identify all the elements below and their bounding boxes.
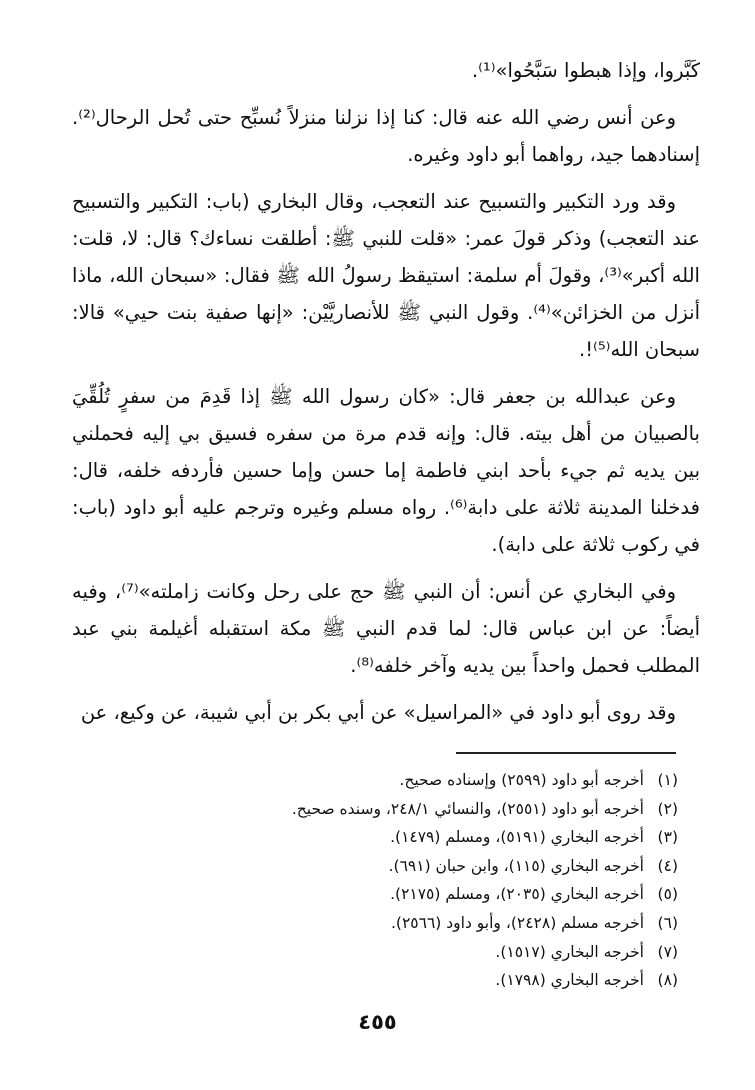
body-text [72, 52, 700, 741]
footnote [72, 766, 678, 795]
paragraph: وعن عبدالله بن جعفر قال: «كان رسول الله ﷺ إذا قَدِمَ من سفرٍ تُلُقِّيَ بالصبيان من أهل بيته. قال: وإنه قدم مرة من سفره فسيق بي إليه فحملني بين يديه ثم جيء بأحد ابني فاطمة إما حسن وإما حسين فأردفه خلفه، قال: فدخلنا المدينة ثلاثة على دابة⁽⁶⁾. رواه مسلم وغيره وترجم عليه أبو داود (باب: في ركوب ثلاثة على دابة). [72, 385, 700, 556]
footnote-number: (٤) [657, 856, 678, 875]
footnote [72, 966, 678, 995]
footnote-text: أخرجه البخاري (١١٥)، وابن حبان (٦٩١). [388, 856, 644, 875]
footnote-text: أخرجه البخاري (١٥١٧). [495, 942, 644, 961]
footnote-text: أخرجه أبو داود (٢٥٥١)، والنسائي ٢٤٨/١، وسنده صحيح. [291, 799, 644, 818]
footnote-number: (٦) [657, 913, 678, 932]
footnote-text: أخرجه البخاري (٥١٩١)، ومسلم (١٤٧٩). [390, 828, 644, 847]
footnote [72, 795, 678, 824]
footnote-number: (٢) [657, 799, 678, 818]
footnote-separator [456, 752, 676, 754]
footnote-text: أخرجه البخاري (٢٠٣٥)، ومسلم (٢١٧٥). [390, 885, 644, 904]
paragraph: وقد ورد التكبير والتسبيح عند التعجب، وقال البخاري (باب: التكبير والتسبيح عند التعجب) وذكر قولَ عمر: «قلت للنبي ﷺ: أطلقت نساءك؟ قال: لا، قلت: الله أكبر»⁽³⁾، وقولَ أم سلمة: استيقظ رسولُ الله ﷺ فقال: «سبحان الله، ماذا أنزل من الخزائن»⁽⁴⁾. وقول النبي ﷺ للأنصاريَّيْن: «إنها صفية بنت حيي» قالا: سبحان الله⁽⁵⁾!. [72, 190, 700, 361]
footnote-text: أخرجه البخاري (١٧٩٨). [495, 971, 644, 990]
footnote-number: (٧) [657, 942, 678, 961]
paragraph: كَبَّروا، وإذا هبطوا سَبَّحُوا»⁽¹⁾. [471, 59, 700, 82]
footnote-text: أخرجه مسلم (٢٤٢٨)، وأبو داود (٢٥٦٦). [390, 913, 644, 932]
footnote-number: (٥) [657, 885, 678, 904]
page-number: ٤٥٥ [358, 1010, 397, 1034]
footnote [72, 909, 678, 938]
footnotes [72, 766, 678, 995]
footnote [72, 852, 678, 881]
footnote [72, 880, 678, 909]
paragraph: وفي البخاري عن أنس: أن النبي ﷺ حج على رحل وكانت زاملته»⁽⁷⁾، وفيه أيضاً: عن ابن عباس قال: لما قدم النبي ﷺ مكة استقبله أغيلمة بني عبد المطلب فحمل واحداً بين يديه وآخر خلفه⁽⁸⁾. [72, 580, 700, 677]
footnote-number: (٨) [657, 971, 678, 990]
paragraph: وعن أنس رضي الله عنه قال: كنا إذا نزلنا منزلاً نُسبِّح حتى تُحل الرحال⁽²⁾. إسنادهما جيد، رواهما أبو داود وغيره. [72, 106, 700, 166]
paragraph: وقد روى أبو داود في «المراسيل» عن أبي بكر بن أبي شيبة، عن وكيع، عن [80, 701, 676, 724]
footnote-number: (١) [657, 771, 678, 789]
footnote-text: أخرجه أبو داود (٢٥٩٩) وإسناده صحيح. [399, 771, 644, 789]
footnote-number: (٣) [657, 828, 678, 847]
footnote [72, 823, 678, 852]
footnote [72, 938, 678, 967]
